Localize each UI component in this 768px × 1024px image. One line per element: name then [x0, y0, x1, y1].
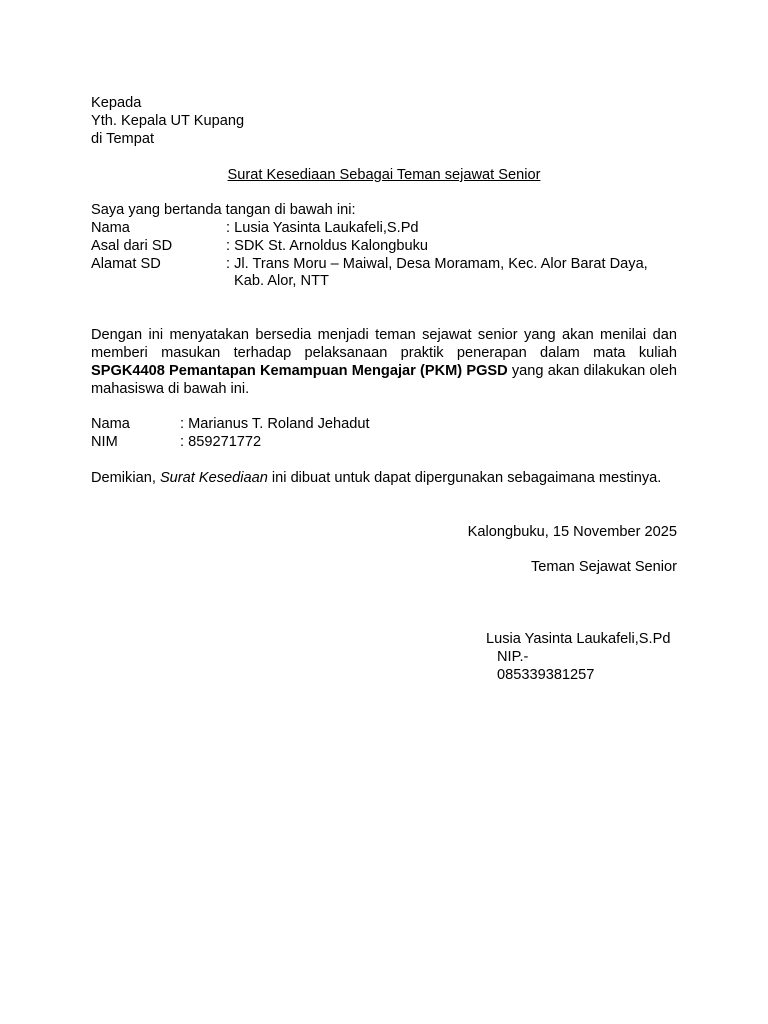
signer-address-value-1: : Jl. Trans Moru – Maiwal, Desa Moramam, Kec. Alor Barat Daya, [226, 256, 648, 272]
student-nim-value: : 859271772 [180, 434, 262, 450]
closing-italic: Surat Kesediaan [159, 470, 268, 486]
course-name: SPGK4408 Pemantapan Kemampuan Mengajar (PKM) PGSD [91, 363, 508, 379]
signer-address-label: Alamat SD [91, 256, 161, 272]
recipient-line-1: Kepada [91, 95, 142, 111]
signer-school-value: : SDK St. Arnoldus Kalongbuku [226, 238, 429, 254]
signer-school-label: Asal dari SD [91, 238, 173, 254]
letter-title: Surat Kesediaan Sebagai Teman sejawat Senior [227, 167, 541, 183]
closing-paragraph [91, 469, 677, 487]
closing-text-2: ini dibuat untuk dapat dipergunakan sebagaimana mestinya. [267, 470, 662, 486]
statement-text-1: Dengan ini menyatakan bersedia menjadi teman sejawat senior yang akan menilai dan memberi masukan terhadap pelaksanaan praktik penerapan dalam mata kuliah [91, 327, 677, 361]
recipient-line-2: Yth. Kepala UT Kupang [91, 113, 245, 129]
signer-name-label: Nama [91, 220, 130, 236]
statement-text-2: yang akan dilakukan oleh mahasiswa di bawah ini. [91, 363, 677, 397]
signer-address-value-2: Kab. Alor, NTT [234, 273, 329, 289]
signature-nip: NIP.- [497, 649, 529, 665]
intro-text: Saya yang bertanda tangan di bawah ini: [91, 202, 356, 218]
statement-paragraph [91, 326, 677, 398]
recipient-line-3: di Tempat [91, 131, 155, 147]
student-nim-label: NIM [91, 434, 118, 450]
student-name-value: : Marianus T. Roland Jehadut [180, 416, 370, 432]
place-date: Kalongbuku, 15 November 2025 [467, 524, 677, 540]
student-name-label: Nama [91, 416, 130, 432]
signer-name-value: : Lusia Yasinta Laukafeli,S.Pd [226, 220, 419, 236]
signature-role: Teman Sejawat Senior [530, 559, 677, 575]
closing-text-1: Demikian, [91, 470, 160, 486]
signature-phone: 085339381257 [497, 667, 595, 683]
signature-name: Lusia Yasinta Laukafeli,S.Pd [486, 631, 671, 647]
